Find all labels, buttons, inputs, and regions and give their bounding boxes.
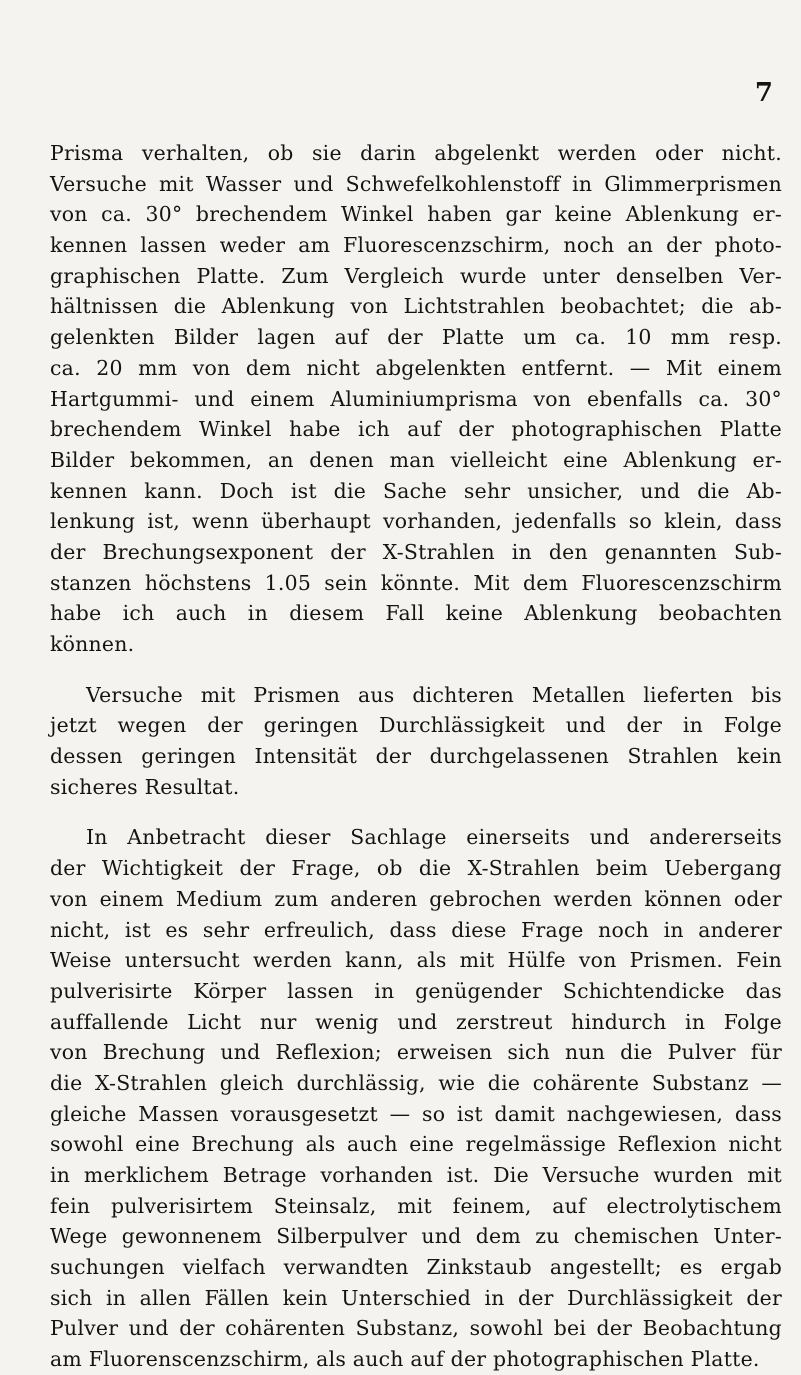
- paragraph: [50, 138, 782, 660]
- text-line: Versuche mit Wasser und Schwefelkohlenstoff in Glimmerprismen: [50, 171, 782, 196]
- text-line: dessen geringen Intensität der durchgelassenen Strahlen kein: [50, 744, 782, 769]
- text-line: der Brechungsexponent der X-Strahlen in den genannten Sub-: [50, 539, 782, 564]
- text-line: Bilder bekommen, an denen man vielleicht eine Ablenkung er-: [50, 447, 782, 472]
- text-line: stanzen höchstens 1.05 sein könnte. Mit dem Fluorescenzschirm: [50, 570, 782, 595]
- text-line: Weise untersucht werden kann, als mit Hülfe von Prismen. Fein: [50, 948, 782, 973]
- text-line: In Anbetracht dieser Sachlage einerseits und andererseits: [86, 825, 782, 850]
- text-line: ca. 20 mm von dem nicht abgelenkten entfernt. — Mit einem: [50, 355, 782, 380]
- text-line: der Wichtigkeit der Frage, ob die X-Strahlen beim Uebergang: [50, 856, 782, 881]
- paragraph: [50, 822, 782, 1374]
- text-line: von einem Medium zum anderen gebrochen werden können oder: [50, 886, 782, 911]
- text-line: suchungen vielfach verwandten Zinkstaub angestellt; es ergab: [50, 1255, 782, 1280]
- text-line: Pulver und der cohärenten Substanz, sowohl bei der Beobachtung: [50, 1316, 782, 1341]
- text-line: habe ich auch in diesem Fall keine Ablenkung beobachten: [50, 601, 782, 626]
- page-number: 7: [754, 78, 773, 108]
- body-text: [50, 138, 782, 1375]
- text-line: sicheres Resultat.: [50, 774, 240, 799]
- text-line: pulverisirte Körper lassen in genügender Schichtendicke das: [50, 978, 782, 1003]
- paragraph-gap: [50, 802, 782, 822]
- text-line: von Brechung und Reflexion; erweisen sich nun die Pulver für: [50, 1040, 782, 1065]
- text-line: sich in allen Fällen kein Unterschied in der Durchlässigkeit der: [50, 1285, 782, 1310]
- text-line: lenkung ist, wenn überhaupt vorhanden, jedenfalls so klein, dass: [50, 509, 782, 534]
- text-line: die X-Strahlen gleich durchlässig, wie die cohärente Substanz —: [50, 1070, 782, 1095]
- text-line: Versuche mit Prismen aus dichteren Metallen lieferten bis: [86, 682, 782, 707]
- text-line: können.: [50, 632, 135, 656]
- text-line: am Fluorenscenzschirm, als auch auf der photographischen Platte.: [50, 1347, 760, 1372]
- text-line: von ca. 30° brechendem Winkel haben gar keine Ablenkung er-: [50, 202, 782, 227]
- paragraph: [50, 680, 782, 803]
- text-line: kennen kann. Doch ist die Sache sehr unsicher, und die Ab-: [50, 478, 782, 503]
- text-line: brechendem Winkel habe ich auf der photographischen Platte: [50, 417, 782, 442]
- text-line: jetzt wegen der geringen Durchlässigkeit und der in Folge: [50, 713, 782, 738]
- text-line: Hartgummi- und einem Aluminiumprisma von ebenfalls ca. 30°: [50, 386, 782, 411]
- text-line: auffallende Licht nur wenig und zerstreut hindurch in Folge: [50, 1009, 782, 1034]
- text-line: kennen lassen weder am Fluorescenzschirm, noch an der photo-: [50, 233, 782, 258]
- text-line: fein pulverisirtem Steinsalz, mit feinem, auf electrolytischem: [50, 1193, 782, 1218]
- text-line: hältnissen die Ablenkung von Lichtstrahlen beobachtet; die ab-: [50, 294, 782, 319]
- text-line: Prisma verhalten, ob sie darin abgelenkt werden oder nicht.: [50, 141, 782, 165]
- text-line: in merklichem Betrage vorhanden ist. Die Versuche wurden mit: [50, 1163, 782, 1187]
- text-line: gelenkten Bilder lagen auf der Platte um ca. 10 mm resp.: [50, 325, 782, 350]
- paragraph-gap: [50, 660, 782, 680]
- text-line: Wege gewonnenem Silberpulver und dem zu chemischen Unter-: [50, 1224, 782, 1249]
- text-line: nicht, ist es sehr erfreulich, dass diese Frage noch in anderer: [50, 917, 782, 942]
- text-line: gleiche Massen vorausgesetzt — so ist damit nachgewiesen, dass: [50, 1101, 782, 1126]
- text-line: graphischen Platte. Zum Vergleich wurde unter denselben Ver-: [50, 263, 782, 288]
- text-line: sowohl eine Brechung als auch eine regelmässige Reflexion nicht: [50, 1132, 782, 1157]
